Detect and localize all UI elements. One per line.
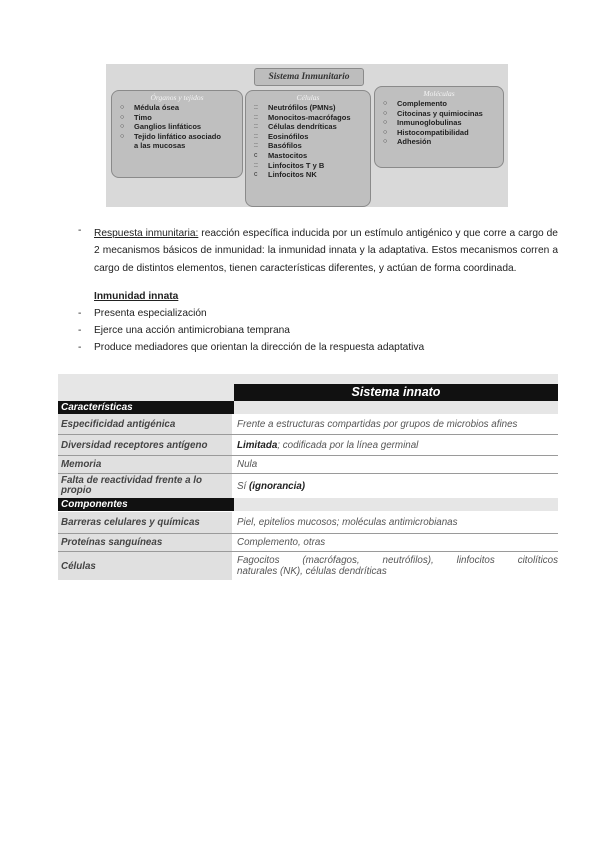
response-text-3: corren a cargo de distintos elementos, tienen características diferentes, y actúan de forma bbox=[94, 245, 558, 274]
row-value: Nula bbox=[234, 456, 558, 473]
circle-bullet-icon: ○ bbox=[120, 123, 125, 131]
innate-system-table bbox=[58, 374, 558, 580]
row-label: Proteínas sanguíneas bbox=[58, 534, 232, 551]
table-row bbox=[58, 435, 558, 455]
table-row bbox=[58, 512, 558, 533]
row-value: Complemento, otras bbox=[234, 534, 558, 551]
circle-bullet-icon: ○ bbox=[383, 100, 388, 107]
molecule-item: ○ Histocompatibilidad bbox=[383, 127, 469, 137]
bullet-item: Ejerce una acción antimicrobiana temprana bbox=[94, 325, 290, 336]
molecules-heading: Moléculas bbox=[423, 89, 455, 98]
table-row bbox=[58, 474, 558, 498]
table-row bbox=[58, 456, 558, 473]
square-bullet-icon: :: bbox=[254, 123, 258, 131]
table-row bbox=[58, 552, 558, 580]
molecule-item: ○ Inmunoglobulinas bbox=[383, 118, 462, 128]
row-label: Barreras celulares y químicas bbox=[58, 512, 232, 533]
immune-system-diagram bbox=[106, 64, 508, 207]
section-components: Componentes bbox=[58, 498, 558, 511]
molecule-item: ○ Complemento bbox=[383, 99, 448, 108]
row-label: Memoria bbox=[58, 456, 232, 473]
cell-item: c Linfocitos NK bbox=[254, 170, 317, 180]
dash-bullet: - bbox=[78, 325, 82, 336]
bullet-item: Presenta especialización bbox=[94, 308, 207, 319]
circle-bullet-icon: c bbox=[254, 171, 258, 179]
response-label: Respuesta inmunitaria: bbox=[94, 228, 199, 239]
organ-item: ○ Timo bbox=[120, 112, 152, 122]
circle-bullet-icon: ○ bbox=[120, 104, 125, 111]
row-value: Frente a estructuras compartidas por grupos de microbios afines bbox=[234, 414, 558, 434]
organs-box bbox=[111, 90, 243, 178]
response-text-4: coordinada. bbox=[463, 262, 517, 274]
row-value: Limitada ; codificada por la línea germinal bbox=[234, 435, 558, 455]
response-text-1: reacción específica inducida por un estímulo antigénico y que corre a cargo bbox=[201, 228, 544, 239]
innate-immunity-heading: Inmunidad innata bbox=[94, 291, 179, 302]
cell-item: :: Linfocitos T y B bbox=[254, 160, 325, 170]
molecule-item: ○ Adhesión bbox=[383, 137, 432, 147]
cell-item: :: Basófilos bbox=[254, 141, 302, 151]
molecule-item: ○ Citocinas y quimiocinas bbox=[383, 108, 483, 118]
row-label: Falta de reactividad frente a lo propio bbox=[58, 474, 232, 498]
cell-item: :: Neutrófilos (PMNs) bbox=[254, 103, 336, 112]
dash-bullet: - bbox=[78, 308, 82, 319]
cell-item: :: Monocitos-macrófagos bbox=[254, 112, 351, 122]
row-label: Células bbox=[58, 552, 232, 580]
cell-item: :: Eosinófilos bbox=[254, 131, 309, 141]
cell-item: c Mastocitos bbox=[254, 150, 308, 160]
diagram-title: Sistema Inmunitario bbox=[254, 68, 364, 86]
circle-bullet-icon: ○ bbox=[120, 132, 125, 140]
square-bullet-icon: :: bbox=[254, 104, 258, 111]
circle-bullet-icon: ○ bbox=[383, 138, 388, 146]
circle-bullet-icon: ○ bbox=[383, 119, 388, 127]
square-bullet-icon: :: bbox=[254, 113, 258, 121]
organ-item-continuation: a las mucosas bbox=[134, 141, 186, 151]
cell-item: :: Células dendríticas bbox=[254, 122, 337, 132]
cells-box bbox=[245, 90, 371, 207]
immune-response-paragraph bbox=[94, 225, 558, 277]
row-value: Piel, epitelios mucosos; moléculas antimicrobianas bbox=[234, 512, 558, 533]
organ-item: ○ Ganglios linfáticos bbox=[120, 122, 202, 132]
table-row bbox=[58, 414, 558, 434]
organs-heading: Órganos y tejidos bbox=[150, 93, 204, 102]
bullet-item: Produce mediadores que orientan la dirección de la respuesta adaptativa bbox=[94, 342, 425, 353]
molecules-box bbox=[374, 86, 504, 168]
dash-bullet: - bbox=[78, 342, 82, 353]
row-label: Diversidad receptores antígeno bbox=[58, 435, 232, 455]
circle-bullet-icon: ○ bbox=[383, 128, 388, 136]
organ-item: ○ Tejido linfático asociado bbox=[120, 131, 221, 141]
square-bullet-icon: :: bbox=[254, 142, 258, 150]
circle-bullet-icon: c bbox=[254, 151, 258, 159]
organ-item: ○ Médula ósea bbox=[120, 103, 180, 112]
cells-heading: Células bbox=[296, 93, 320, 102]
row-label: Especificidad antigénica bbox=[58, 414, 232, 434]
section-characteristics: Características bbox=[58, 401, 558, 414]
row-value: Fagocitos (macrófagos, neutrófilos), linfocitos citolíticos naturales (NK), células dendríticas bbox=[234, 552, 558, 580]
row-value: Sí (ignorancia) bbox=[234, 474, 558, 498]
square-bullet-icon: :: bbox=[254, 161, 258, 169]
square-bullet-icon: :: bbox=[254, 132, 258, 140]
table-title: Sistema innato bbox=[234, 384, 558, 401]
circle-bullet-icon: ○ bbox=[120, 113, 125, 121]
response-text-2: de 2 mecanismos básicos de inmunidad: la inmunidad innata y la adaptativa. Estos mecanismos bbox=[94, 228, 558, 257]
dash-bullet: - bbox=[78, 225, 82, 236]
circle-bullet-icon: ○ bbox=[383, 109, 388, 117]
table-row bbox=[58, 534, 558, 551]
